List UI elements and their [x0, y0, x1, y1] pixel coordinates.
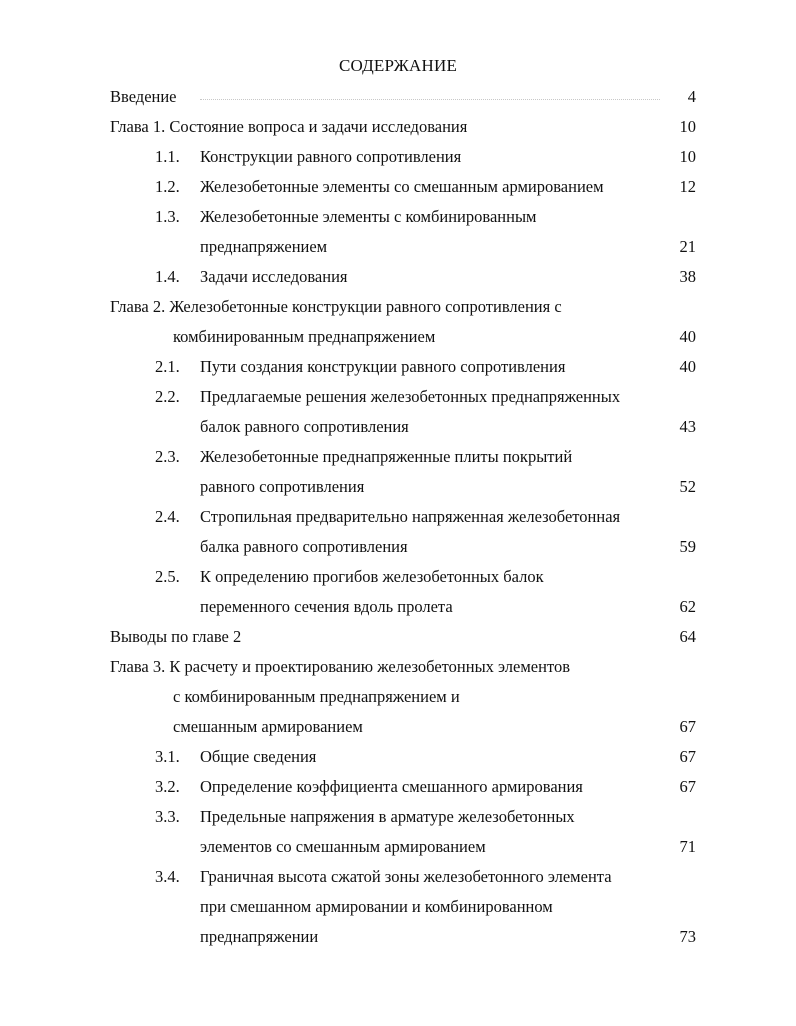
toc-number: 3.2. [155, 777, 180, 796]
toc-number: 3.4. [155, 867, 180, 886]
toc-number: 1.1. [155, 147, 180, 166]
toc-text: Железобетонные элементы со смешанным армированием [200, 177, 604, 196]
toc-page: 43 [679, 417, 696, 436]
toc-number: 2.3. [155, 447, 180, 466]
toc-text: Введение [110, 87, 177, 106]
leader-dots [200, 99, 660, 101]
toc-text: Граничная высота сжатой зоны железобетонного элемента [200, 867, 612, 886]
toc-text: Задачи исследования [200, 267, 348, 286]
toc-line-chapter-3-cont-2 [0, 715, 796, 739]
toc-line-3-3 [0, 805, 796, 829]
toc-text: Глава 2. Железобетонные конструкции равного сопротивления с [110, 297, 562, 316]
toc-page: 67 [679, 747, 696, 766]
toc-text: преднапряжением [200, 237, 328, 256]
toc-line-1-3 [0, 205, 796, 229]
toc-text: равного сопротивления [200, 477, 365, 496]
toc-line-1-2 [0, 175, 796, 199]
toc-text: преднапряжении [200, 927, 319, 946]
toc-text: Выводы по главе 2 [110, 627, 242, 646]
toc-line-2-3 [0, 445, 796, 469]
toc-text: Предельные напряжения в арматуре железобетонных [200, 807, 575, 826]
toc-text: Общие сведения [200, 747, 317, 766]
toc-text: Предлагаемые решения железобетонных преднапряженных [200, 387, 621, 406]
toc-line-chapter-3-cont-1 [0, 685, 796, 709]
toc-text: элементов со смешанным армированием [200, 837, 486, 856]
toc-page: 59 [679, 537, 696, 556]
toc-page: 71 [679, 837, 696, 856]
toc-number: 2.2. [155, 387, 180, 406]
toc-text: смешанным армированием [173, 717, 363, 736]
toc-page: 67 [679, 717, 696, 736]
toc-title: СОДЕРЖАНИЕ [338, 56, 458, 75]
toc-text: комбинированным преднапряжением [173, 327, 436, 346]
toc-line-chapter-2-cont [0, 325, 796, 349]
toc-line-1-1 [0, 145, 796, 169]
toc-number: 1.2. [155, 177, 180, 196]
toc-text: балок равного сопротивления [200, 417, 409, 436]
toc-line-2-5-cont [0, 595, 796, 619]
toc-number: 3.1. [155, 747, 180, 766]
toc-number: 2.1. [155, 357, 180, 376]
toc-line-conclusions-2 [0, 625, 796, 649]
toc-text: при смешанном армировании и комбинированном [200, 897, 553, 916]
toc-line-chapter-2 [0, 295, 796, 319]
toc-line-2-1 [0, 355, 796, 379]
toc-line-2-2 [0, 385, 796, 409]
toc-page: 62 [679, 597, 696, 616]
toc-line-3-4 [0, 865, 796, 889]
toc-line-2-3-cont [0, 475, 796, 499]
toc-line-3-1 [0, 745, 796, 769]
toc-line-1-3-cont [0, 235, 796, 259]
toc-text: Определение коэффициента смешанного армирования [200, 777, 583, 796]
toc-number: 1.3. [155, 207, 180, 226]
toc-text: с комбинированным преднапряжением и [173, 687, 460, 706]
toc-text: Железобетонные элементы с комбинированным [200, 207, 537, 226]
toc-text: переменного сечения вдоль пролета [200, 597, 453, 616]
toc-line-2-2-cont [0, 415, 796, 439]
toc-line-chapter-1 [0, 115, 796, 139]
toc-text: Глава 3. К расчету и проектированию железобетонных элементов [110, 657, 570, 676]
toc-page: 40 [679, 327, 696, 346]
toc-page: 67 [679, 777, 696, 796]
toc-page: 64 [679, 627, 696, 646]
toc-text: Стропильная предварительно напряженная железобетонная [200, 507, 621, 526]
toc-line-3-3-cont [0, 835, 796, 859]
toc-line-2-4-cont [0, 535, 796, 559]
toc-page: 4 [687, 87, 696, 106]
toc-page: 10 [679, 147, 696, 166]
toc-text: Конструкции равного сопротивления [200, 147, 462, 166]
toc-number: 2.5. [155, 567, 180, 586]
toc-page: 73 [679, 927, 696, 946]
toc-line-3-4-cont-1 [0, 895, 796, 919]
toc-line-3-4-cont-2 [0, 925, 796, 949]
toc-number: 3.3. [155, 807, 180, 826]
toc-line-1-4 [0, 265, 796, 289]
toc-page: 52 [679, 477, 696, 496]
toc-text: Железобетонные преднапряженные плиты покрытий [200, 447, 573, 466]
toc-page: 10 [679, 117, 696, 136]
toc-number: 2.4. [155, 507, 180, 526]
toc-page: 38 [679, 267, 696, 286]
toc-text: балка равного сопротивления [200, 537, 408, 556]
toc-line-2-5 [0, 565, 796, 589]
toc-number: 1.4. [155, 267, 180, 286]
toc-line-chapter-3 [0, 655, 796, 679]
toc-text: К определению прогибов железобетонных балок [200, 567, 544, 586]
toc-page: 12 [679, 177, 696, 196]
toc-text: Глава 1. Состояние вопроса и задачи исследования [110, 117, 468, 136]
toc-page: 40 [679, 357, 696, 376]
toc-text: Пути создания конструкции равного сопротивления [200, 357, 566, 376]
toc-page: 21 [679, 237, 696, 256]
toc-line-introduction [0, 85, 796, 109]
toc-line-3-2 [0, 775, 796, 799]
toc-line-2-4 [0, 505, 796, 529]
